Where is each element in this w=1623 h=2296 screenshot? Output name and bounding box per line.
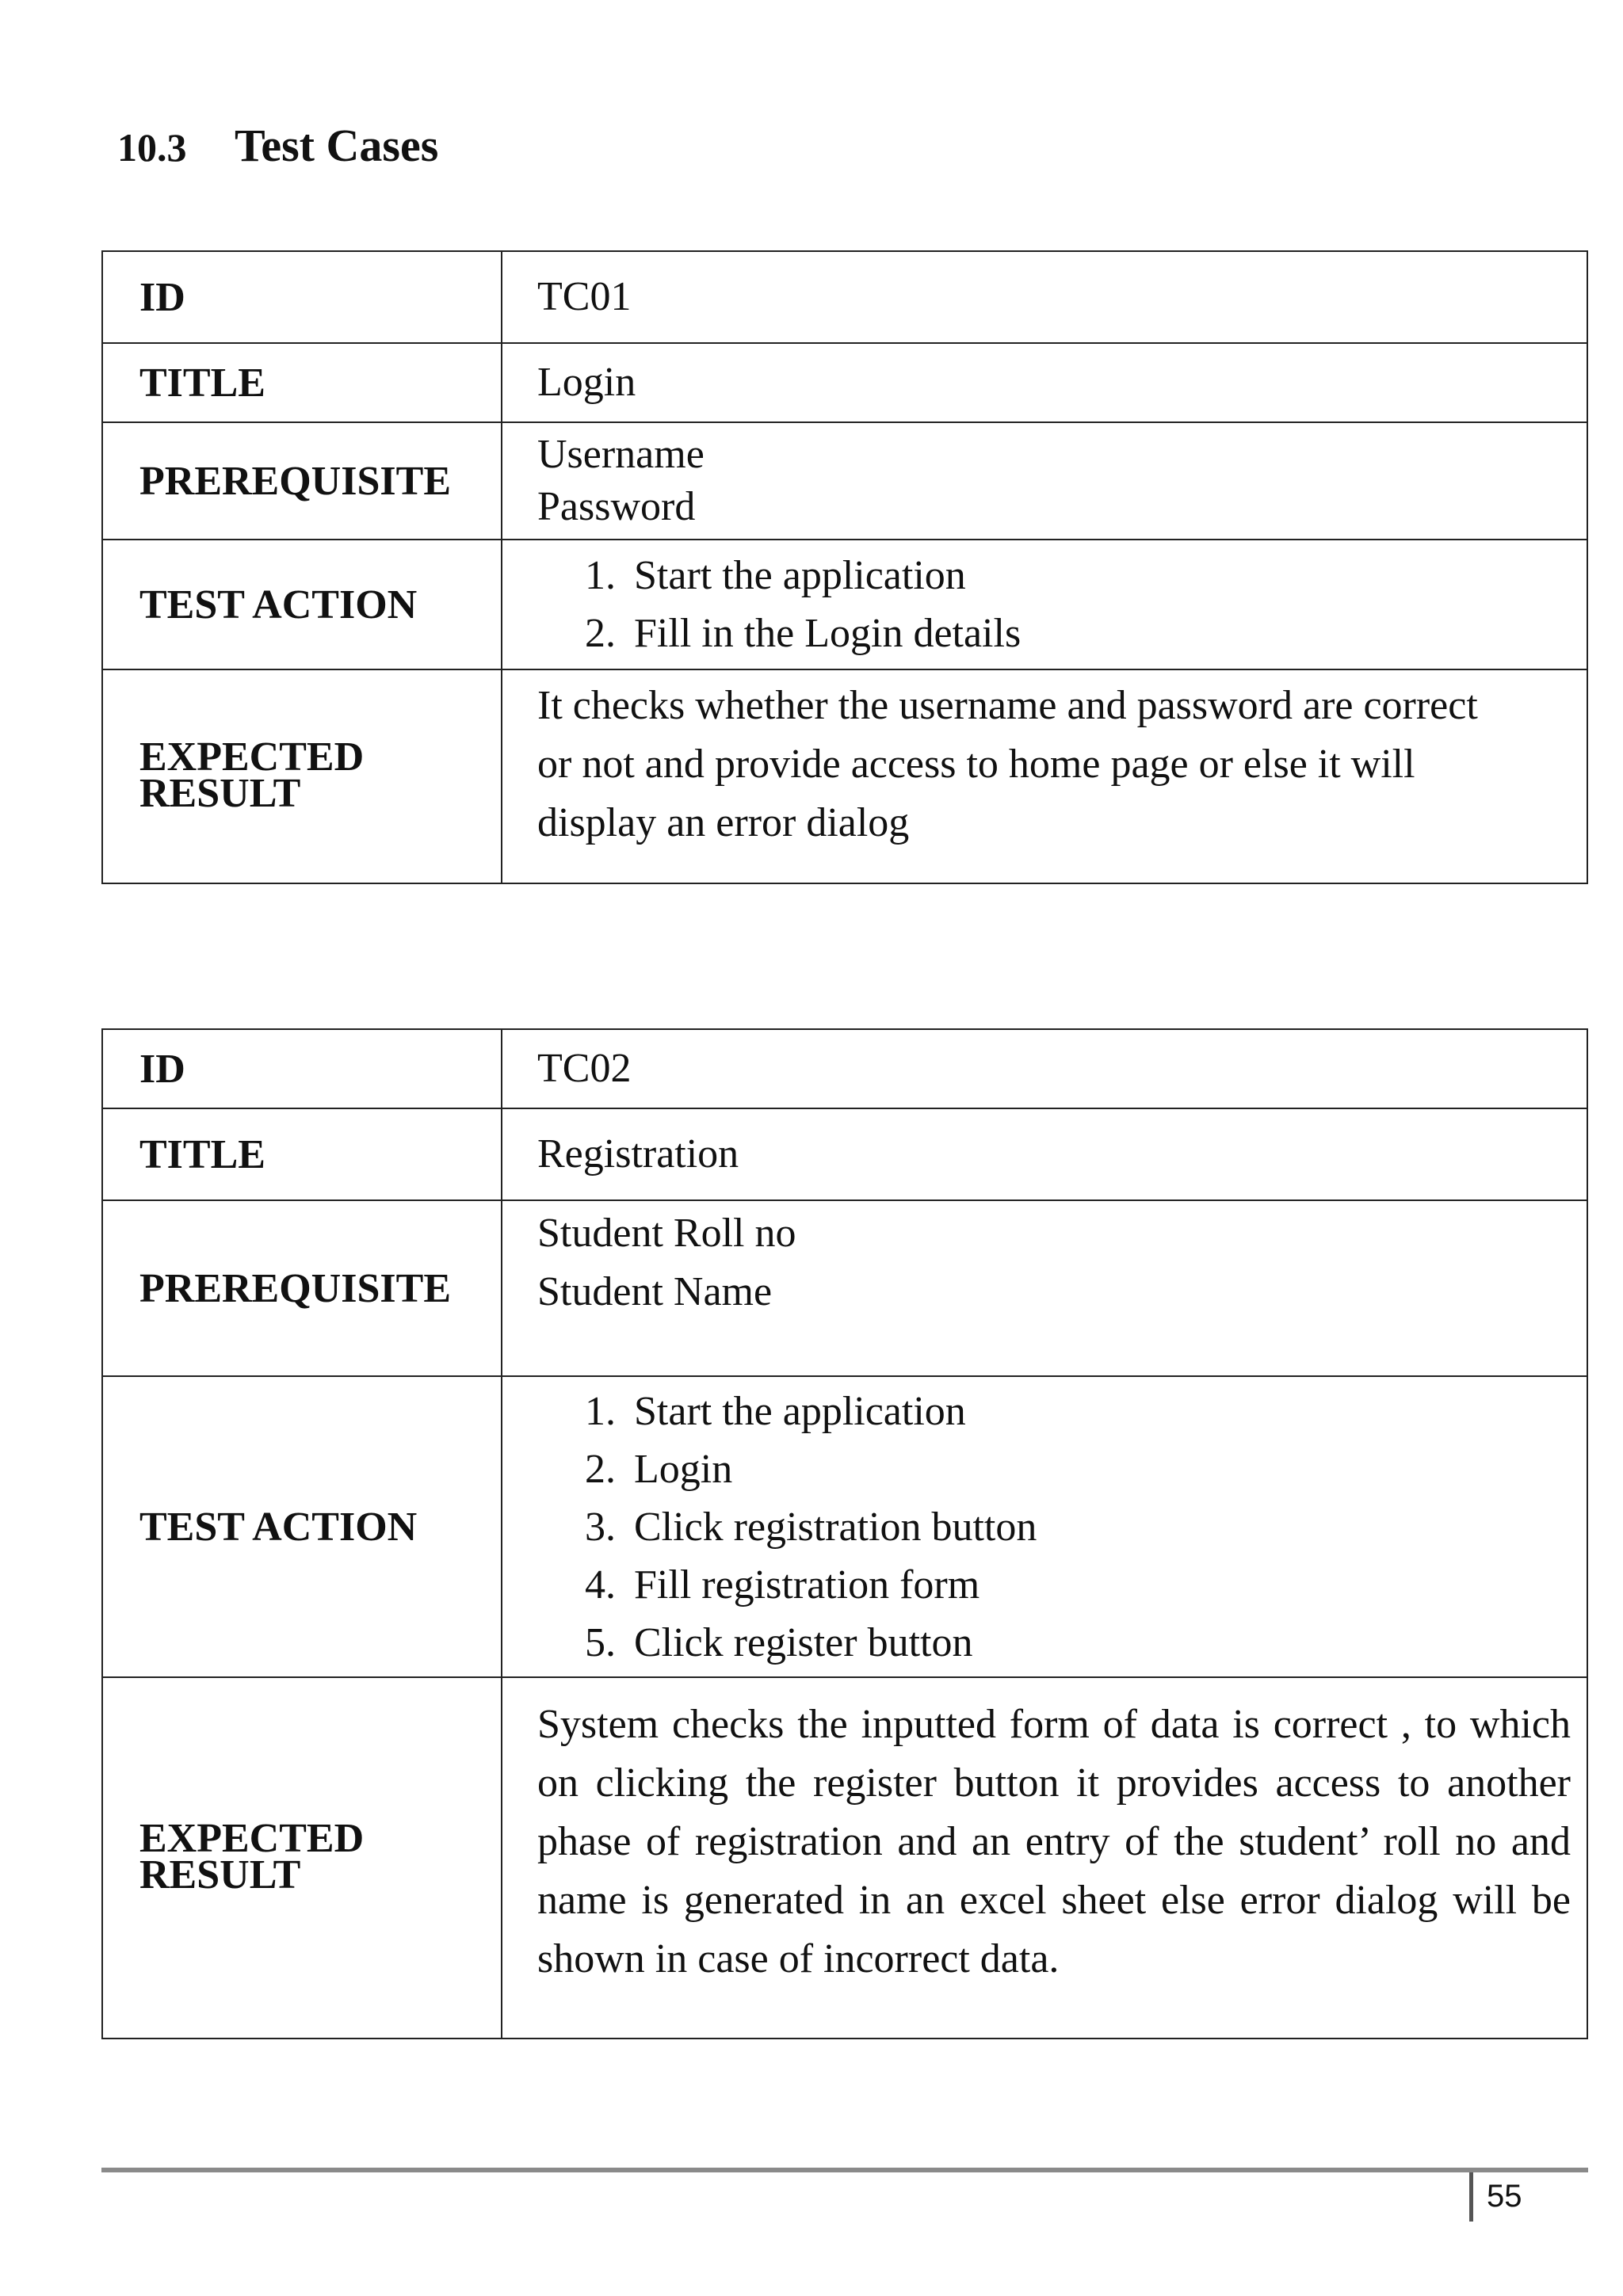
action-text: Start the application [634,553,966,598]
label-expected-line-1: EXPECTED [139,734,365,780]
action-item [537,1614,1571,1672]
test-case-table-2 [101,1028,1588,2039]
value-prerequisite [502,1200,1587,1376]
page-number-divider [1469,2172,1473,2222]
prerequisite-item: Student Name [537,1269,773,1314]
value-test-action [502,540,1587,669]
prerequisite-item: Password [537,484,696,529]
prerequisite-item: Student Roll no [537,1211,796,1256]
label-title: TITLE [102,343,502,422]
label-expected-line-1: EXPECTED [139,1816,365,1861]
row-test-action [102,540,1587,669]
label-test-action: TEST ACTION [102,540,502,669]
action-text: Login [634,1446,733,1492]
label-id: ID [102,1029,502,1108]
label-expected-result [102,669,502,883]
row-id [102,251,1587,343]
action-item [537,1383,1571,1440]
action-text: Fill registration form [634,1562,980,1608]
value-test-action [502,1376,1587,1677]
expected-line: It checks whether the username and password are correct [537,683,1478,728]
page-number: 55 [1487,2179,1522,2214]
value-id: TC01 [502,251,1587,343]
value-title: Login [502,343,1587,422]
action-list [537,547,1571,662]
section-number: 10.3 [117,125,187,170]
section-title: Test Cases [235,120,439,171]
label-expected-result [102,1677,502,2039]
row-test-action [102,1376,1587,1677]
row-title [102,343,1587,422]
label-id: ID [102,251,502,343]
label-prerequisite: PREREQUISITE [102,422,502,540]
test-case-table-1 [101,250,1588,884]
action-text: Click registration button [634,1504,1037,1550]
action-text: Fill in the Login details [634,611,1022,656]
action-number: 2. [585,611,616,656]
action-item [537,1556,1571,1614]
row-title [102,1108,1587,1200]
value-title: Registration [502,1108,1587,1200]
action-item [537,1498,1571,1556]
row-id [102,1029,1587,1108]
label-expected-line-2: RESULT [139,771,301,816]
action-number: 2. [585,1446,616,1492]
label-title: TITLE [102,1108,502,1200]
action-item [537,605,1571,662]
action-item [537,547,1571,605]
row-expected-result [102,1677,1587,2039]
value-prerequisite [502,422,1587,540]
label-prerequisite: PREREQUISITE [102,1200,502,1376]
action-number: 1. [585,553,616,598]
action-list [537,1383,1571,1672]
label-expected-line-2: RESULT [139,1852,301,1897]
action-number: 3. [585,1504,616,1550]
value-expected-result: System checks the inputted form of data is correct , to which on clicking the register button it provides access to another phase of registration and an entry of the student’ roll no and name is generated in an excel sheet else error dialog will be shown in case of incorrect data. [502,1677,1587,2039]
action-text: Start the application [634,1388,966,1434]
footer-divider [101,2168,1588,2172]
row-prerequisite [102,1200,1587,1376]
row-prerequisite [102,422,1587,540]
action-number: 1. [585,1388,616,1434]
row-expected-result [102,669,1587,883]
prerequisite-item: Username [537,432,705,477]
expected-line: display an error dialog [537,800,910,845]
section-heading [117,119,438,172]
action-number: 4. [585,1562,616,1608]
action-item [537,1440,1571,1498]
action-text: Click register button [634,1619,973,1665]
expected-line: or not and provide access to home page or else it will [537,742,1415,787]
value-expected-result [502,669,1587,883]
value-id: TC02 [502,1029,1587,1108]
action-number: 5. [585,1619,616,1665]
label-test-action: TEST ACTION [102,1376,502,1677]
